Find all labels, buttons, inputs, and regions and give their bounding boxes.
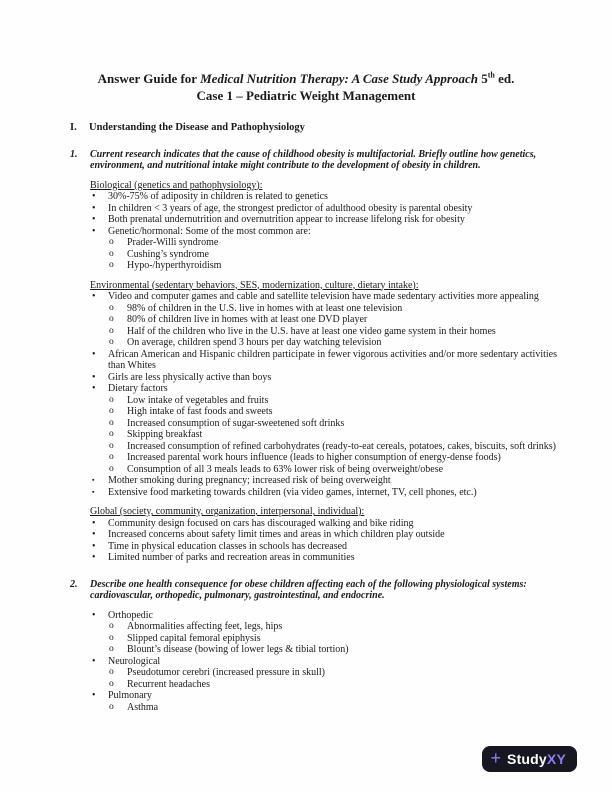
title-edition-suffix: ed. (494, 71, 515, 86)
list-item (90, 475, 562, 487)
list-item (90, 541, 562, 553)
disc-bullet-icon: • (92, 202, 96, 214)
question-text: Describe one health consequence for obese children affecting each of the following physiological systems: cardiovascular, orthopedic, pulmonary, gastrointestinal, and endocrine. (90, 578, 527, 601)
circle-bullet-icon: o (109, 429, 114, 439)
list-item (90, 552, 562, 564)
question (70, 579, 562, 602)
question-number: 1. (70, 148, 78, 160)
list-item (90, 441, 562, 453)
answer-group (90, 610, 562, 714)
circle-bullet-icon: o (109, 632, 114, 643)
list-item-text: Asthma (127, 701, 159, 713)
list-item-text: Time in physical education classes in schools has decreased (108, 540, 348, 552)
answer-group (90, 280, 562, 499)
list-item (90, 667, 562, 679)
list-item-text: Prader-Willi syndrome (127, 237, 219, 248)
circle-bullet-icon: o (109, 621, 114, 631)
disc-bullet-icon: • (92, 552, 96, 563)
list-item (90, 529, 562, 541)
list-item (90, 260, 562, 272)
list-item-text: Neurological (108, 655, 161, 667)
list-item-text: In children < 3 years of age, the strongest predictor of adulthood obesity is parental obesity (108, 202, 473, 214)
list-item (90, 644, 562, 656)
answer-group-heading: Global (society, community, organization, interpersonal, individual): (90, 506, 365, 517)
list-item-text: 30%-75% of adiposity in children is related to genetics (108, 191, 328, 202)
list-item (90, 291, 562, 303)
list-item (90, 226, 562, 238)
list-item (90, 702, 562, 714)
disc-bullet-icon: • (92, 609, 96, 621)
disc-bullet-icon: • (92, 383, 96, 394)
circle-bullet-icon: o (109, 260, 114, 270)
title-line-2: Case 1 – Pediatric Weight Management (196, 88, 416, 103)
section-title: Understanding the Disease and Pathophysiology (89, 122, 305, 133)
list-item (90, 237, 562, 249)
answer-group-heading: Biological (genetics and pathophysiology): (90, 179, 263, 191)
list-item (90, 303, 562, 315)
circle-bullet-icon: o (109, 325, 114, 336)
list-item (90, 679, 562, 691)
list-item-text: On average, children spend 3 hours per day watching television (127, 337, 382, 348)
list-item-text: Pulmonary (108, 690, 152, 701)
list-item (90, 349, 562, 372)
brand-name (507, 751, 566, 767)
question-text: Current research indicates that the cause of childhood obesity is multifactorial. Briefly outline how genetics, environment, and nutritional intake might contribute to the development of obesity in children. (90, 148, 537, 171)
disc-bullet-icon: • (92, 225, 96, 237)
list-item (90, 249, 562, 261)
list-item (90, 633, 562, 645)
list-item-text: Genetic/hormonal: Some of the most common are: (108, 225, 311, 237)
list-item (90, 214, 562, 226)
list-item (90, 518, 562, 530)
list-item (90, 203, 562, 215)
disc-bullet-icon: • (92, 655, 96, 667)
circle-bullet-icon: o (109, 406, 114, 416)
circle-bullet-icon: o (109, 314, 114, 324)
answer-group (90, 180, 562, 272)
list-item-text: Skipping breakfast (127, 429, 203, 440)
list-item-text: African American and Hispanic children participate in fewer vigorous activities and/or more sedentary activities than Whites (108, 348, 557, 371)
circle-bullet-icon: o (109, 440, 114, 451)
list-item (90, 452, 562, 464)
list-item-text: 98% of children in the U.S. live in homes with at least one television (127, 302, 403, 314)
disc-bullet-icon: • (92, 348, 96, 360)
disc-bullet-icon: • (92, 540, 96, 552)
disc-bullet-icon: • (92, 690, 96, 701)
list-item-text: 80% of children live in homes with at least one DVD player (127, 314, 368, 325)
title-edition-number: 5 (477, 71, 488, 86)
list-item-text: Both prenatal undernutrition and overnutrition appear to increase lifelong risk for obesity (108, 214, 465, 225)
list-item-text: Community design focused on cars has discouraged walking and bike riding (108, 517, 414, 529)
list-item (90, 395, 562, 407)
question-number: 2. (70, 578, 78, 590)
circle-bullet-icon: o (109, 667, 114, 677)
title-prefix: Answer Guide for (97, 71, 201, 86)
disc-bullet-icon: • (92, 291, 96, 302)
circle-bullet-icon: o (109, 463, 114, 474)
list-item-text: Video and computer games and cable and satellite television have made sedentary activities more appealing (108, 291, 539, 302)
circle-bullet-icon: o (109, 237, 114, 247)
circle-bullet-icon: o (109, 644, 114, 654)
list-item-text: Extensive food marketing towards children (via video games, internet, TV, cell phones, etc.) (108, 486, 477, 498)
list-item (90, 406, 562, 418)
list-item-text: Dietary factors (108, 383, 168, 394)
title-book-name: Medical Nutrition Therapy: A Case Study Approach (200, 71, 478, 86)
list-item (90, 191, 562, 203)
list-item (90, 372, 562, 384)
brand-name-xy: XY (546, 751, 566, 767)
list-item-text: Abnormalities affecting feet, legs, hips (127, 621, 283, 632)
list-item (90, 383, 562, 395)
section-number: I. (70, 122, 77, 133)
list-item-text: Cushing’s syndrome (127, 248, 209, 260)
list-item-text: Girls are less physically active than boys (108, 371, 272, 383)
list-item-text: Hypo-/hyperthyroidism (127, 260, 222, 271)
disc-bullet-icon: • (92, 191, 96, 202)
disc-bullet-icon: • (92, 371, 96, 383)
list-item-text: Limited number of parks and recreation areas in communities (108, 552, 355, 563)
list-item-text: Slipped capital femoral epiphysis (127, 632, 261, 644)
questions-container (70, 149, 562, 714)
list-item-text: Recurrent headaches (127, 678, 211, 690)
circle-bullet-icon: o (109, 302, 114, 313)
list-item-text: Consumption of all 3 meals leads to 63% lower risk of being overweight/obese (127, 463, 444, 475)
circle-bullet-icon: o (109, 678, 114, 689)
list-item (90, 656, 562, 668)
list-item (90, 314, 562, 326)
answer-group (90, 506, 562, 564)
list-item (90, 690, 562, 702)
square-bullet-icon: ▪ (92, 476, 95, 484)
list-item (90, 464, 562, 476)
list-item-text: Increased concerns about safety limit times and areas in which children play outside (108, 529, 445, 540)
list-item (90, 429, 562, 441)
list-item (90, 418, 562, 430)
list-item (90, 487, 562, 499)
question (70, 149, 562, 172)
list-item (90, 337, 562, 349)
list-item-text: Mother smoking during pregnancy; increased risk of being overweight (108, 475, 391, 486)
square-bullet-icon: ▪ (92, 487, 95, 496)
list-item-text: Increased consumption of refined carbohydrates (ready-to-eat cereals, potatoes, cakes, biscuits, soft drinks) (127, 440, 557, 452)
circle-bullet-icon: o (109, 452, 114, 462)
studyxy-logo-badge (482, 746, 577, 772)
list-item-text: Pseudotumor cerebri (increased pressure in skull) (127, 667, 325, 678)
document-body (70, 122, 562, 713)
answer-group-heading: Environmental (sedentary behaviors, SES, modernization, culture, dietary intake): (90, 279, 419, 291)
list-item-text: Orthopedic (108, 609, 153, 621)
disc-bullet-icon: • (92, 214, 96, 225)
list-item-text: Half of the children who live in the U.S. have at least one video game system in their homes (127, 325, 496, 337)
circle-bullet-icon: o (109, 701, 114, 712)
list-item-text: Low intake of vegetables and fruits (127, 394, 269, 406)
brand-name-study: Study (507, 751, 547, 767)
disc-bullet-icon: • (92, 529, 96, 540)
plus-icon: + (490, 748, 502, 768)
list-item-text: Increased consumption of sugar-sweetened soft drinks (127, 417, 345, 429)
title-line-1 (0, 70, 612, 87)
disc-bullet-icon: • (92, 517, 96, 529)
document-title (0, 0, 612, 104)
circle-bullet-icon: o (109, 417, 114, 428)
circle-bullet-icon: o (109, 248, 114, 259)
list-item (90, 621, 562, 633)
list-item (90, 326, 562, 338)
section-heading (70, 122, 562, 134)
list-item (90, 610, 562, 622)
title-edition-superscript: th (487, 70, 495, 80)
circle-bullet-icon: o (109, 337, 114, 347)
circle-bullet-icon: o (109, 394, 114, 405)
list-item-text: Increased parental work hours influence (leads to higher consumption of energy-dense foods) (127, 452, 501, 463)
list-item-text: High intake of fast foods and sweets (127, 406, 273, 417)
list-item-text: Blount’s disease (bowing of lower legs & tibial tortion) (127, 644, 349, 655)
